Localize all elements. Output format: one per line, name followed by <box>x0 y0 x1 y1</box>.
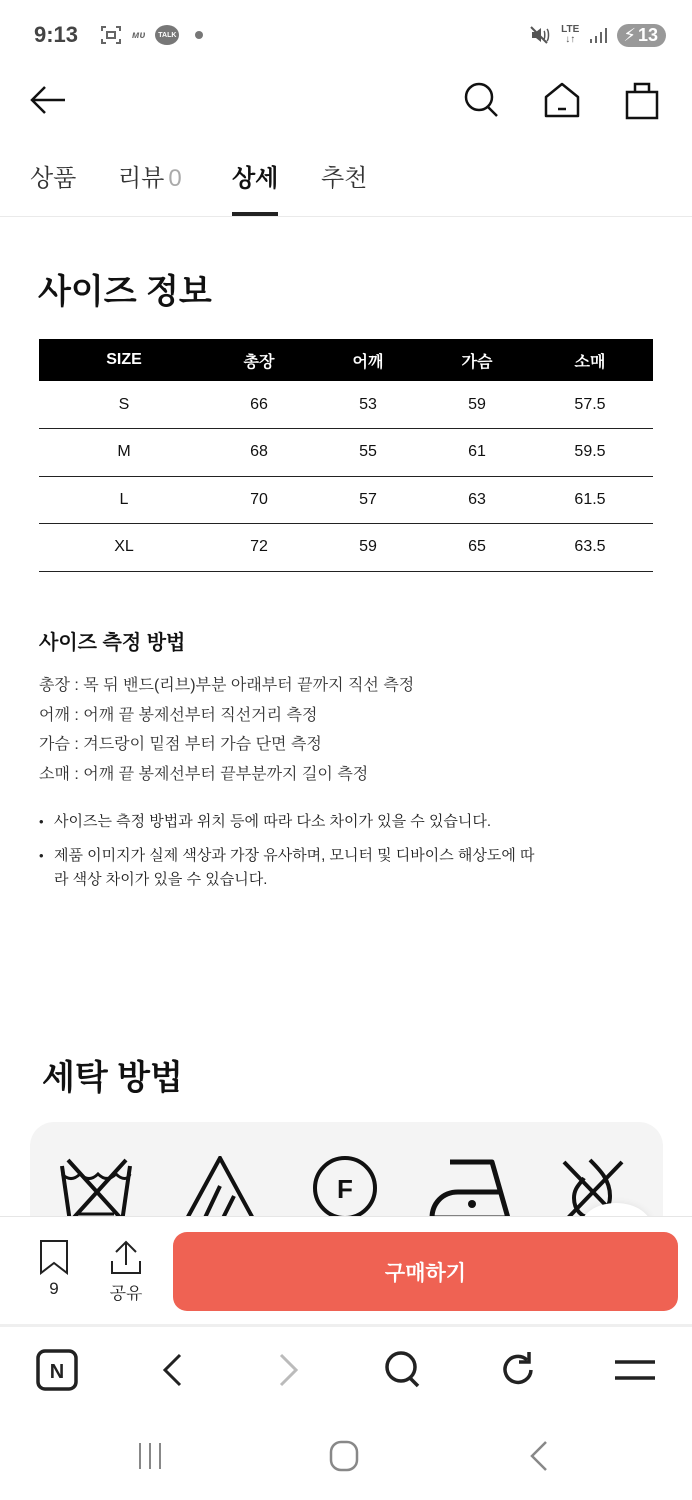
tab-detail[interactable] <box>232 158 278 216</box>
table-cell: L <box>39 476 209 524</box>
home-circle-icon <box>329 1440 359 1472</box>
care-title: 세탁 방법 <box>42 1059 183 1097</box>
table-cell: XL <box>39 524 209 572</box>
signal-icon <box>589 26 607 44</box>
table-cell: 59 <box>427 381 527 429</box>
browser-forward-icon <box>277 1352 301 1388</box>
app-header <box>0 70 692 130</box>
review-count: 0 <box>168 165 182 192</box>
table-header-row <box>39 339 653 381</box>
search-icon <box>463 81 501 119</box>
naver-n-icon <box>36 1349 78 1391</box>
mute-icon <box>529 24 551 46</box>
table-cell: 68 <box>209 429 309 477</box>
column-header: SIZE <box>39 339 209 381</box>
tab-product[interactable] <box>30 158 76 216</box>
screenshot-icon <box>100 25 122 45</box>
measurement-title: 사이즈 측정 방법 <box>39 632 186 654</box>
system-back-button[interactable] <box>514 1436 564 1476</box>
tab-label: 추천 <box>321 165 368 192</box>
tab-label: 상세 <box>232 165 279 192</box>
measurement-line: 어깨 : 어깨 끝 봉제선부터 직선거리 측정 <box>39 706 318 724</box>
svg-text:F: F <box>337 1174 353 1204</box>
browser-back-button[interactable] <box>147 1345 197 1395</box>
browser-toolbar <box>0 1324 692 1416</box>
home-button[interactable] <box>540 78 584 122</box>
table-cell: 57 <box>309 476 427 524</box>
tab-label: 상품 <box>30 165 77 192</box>
table-cell: 63.5 <box>527 524 653 572</box>
system-nav-bar <box>0 1416 692 1500</box>
table-cell: 53 <box>309 381 427 429</box>
dot-icon <box>195 31 203 39</box>
size-info-title: 사이즈 정보 <box>38 273 212 311</box>
browser-back-icon <box>160 1352 184 1388</box>
network-label: LTE <box>561 24 580 35</box>
shopping-bag-icon <box>623 80 661 120</box>
back-button[interactable] <box>26 78 70 122</box>
menu-icon <box>614 1358 656 1382</box>
action-bar <box>0 1216 692 1324</box>
buy-button[interactable]: 구매하기 <box>173 1232 678 1311</box>
table-cell: M <box>39 429 209 477</box>
recents-icon <box>135 1441 165 1471</box>
note-item: • 제품 이미지가 실제 색상과 가장 유사하며, 모니터 및 디바이스 해상도에 따라 색상 차이가 있을 수 있습니다. <box>39 844 539 892</box>
table-row <box>39 381 653 429</box>
tab-review[interactable] <box>118 158 182 216</box>
cart-button[interactable] <box>620 78 664 122</box>
share-button[interactable] <box>101 1239 151 1304</box>
column-header: 어깨 <box>309 339 427 381</box>
status-bar <box>0 0 692 70</box>
table-cell: 61 <box>427 429 527 477</box>
column-header: 총장 <box>209 339 309 381</box>
table-cell: 61.5 <box>527 476 653 524</box>
svg-text:N: N <box>49 1361 65 1383</box>
table-row <box>39 476 653 524</box>
bookmark-icon <box>38 1239 70 1275</box>
browser-search-button[interactable] <box>378 1345 428 1395</box>
table-cell: 59 <box>309 524 427 572</box>
back-arrow-icon <box>29 84 67 116</box>
browser-search-icon <box>383 1350 423 1390</box>
table-cell: 63 <box>427 476 527 524</box>
share-icon <box>109 1239 143 1275</box>
search-button[interactable] <box>460 78 504 122</box>
tab-bar <box>0 140 692 217</box>
measurement-section <box>39 626 639 789</box>
measurement-line: 총장 : 목 뒤 밴드(리브)부분 아래부터 끝까지 직선 측정 <box>39 677 415 694</box>
reload-button[interactable] <box>494 1345 544 1395</box>
table-cell: 72 <box>209 524 309 572</box>
reload-icon <box>499 1350 539 1390</box>
note-item: • 사이즈는 측정 방법과 위치 등에 따라 다소 차이가 있을 수 있습니다. <box>39 810 659 834</box>
bookmark-button[interactable] <box>29 1239 79 1299</box>
measurement-line: 가슴 : 겨드랑이 밑점 부터 가슴 단면 측정 <box>39 736 322 753</box>
table-cell: 66 <box>209 381 309 429</box>
tab-label: 리뷰 <box>118 165 165 192</box>
table-cell: S <box>39 381 209 429</box>
kakaotalk-icon <box>155 25 179 45</box>
table-cell: 70 <box>209 476 309 524</box>
table-row <box>39 524 653 572</box>
size-table <box>39 339 653 572</box>
table-row <box>39 429 653 477</box>
table-cell: 57.5 <box>527 381 653 429</box>
table-cell: 55 <box>309 429 427 477</box>
menu-button[interactable] <box>610 1345 660 1395</box>
column-header: 소매 <box>527 339 653 381</box>
measurement-line: 소매 : 어깨 끝 봉제선부터 끝부분까지 길이 측정 <box>39 765 369 783</box>
naver-home-button[interactable] <box>32 1345 82 1395</box>
battery-indicator: ⚡ 13 <box>617 24 666 47</box>
table-cell: 59.5 <box>527 429 653 477</box>
talk-label: TALK <box>158 31 177 39</box>
tab-recommend[interactable] <box>321 158 367 216</box>
lte-icon: LTE ↓↑ <box>561 24 580 45</box>
column-header: 가슴 <box>427 339 527 381</box>
app-icon: ᴍᴜ <box>132 29 146 41</box>
status-time: 9:13 <box>34 22 79 47</box>
battery-level: 13 <box>637 24 658 45</box>
bookmark-count: 9 <box>49 1279 59 1298</box>
share-label: 공유 <box>109 1284 143 1303</box>
recents-button[interactable] <box>125 1436 175 1476</box>
browser-forward-button[interactable] <box>264 1345 314 1395</box>
notes-list <box>39 810 659 902</box>
system-home-button[interactable] <box>319 1436 369 1476</box>
table-cell: 65 <box>427 524 527 572</box>
system-back-icon <box>528 1440 550 1472</box>
home-icon <box>543 81 581 119</box>
